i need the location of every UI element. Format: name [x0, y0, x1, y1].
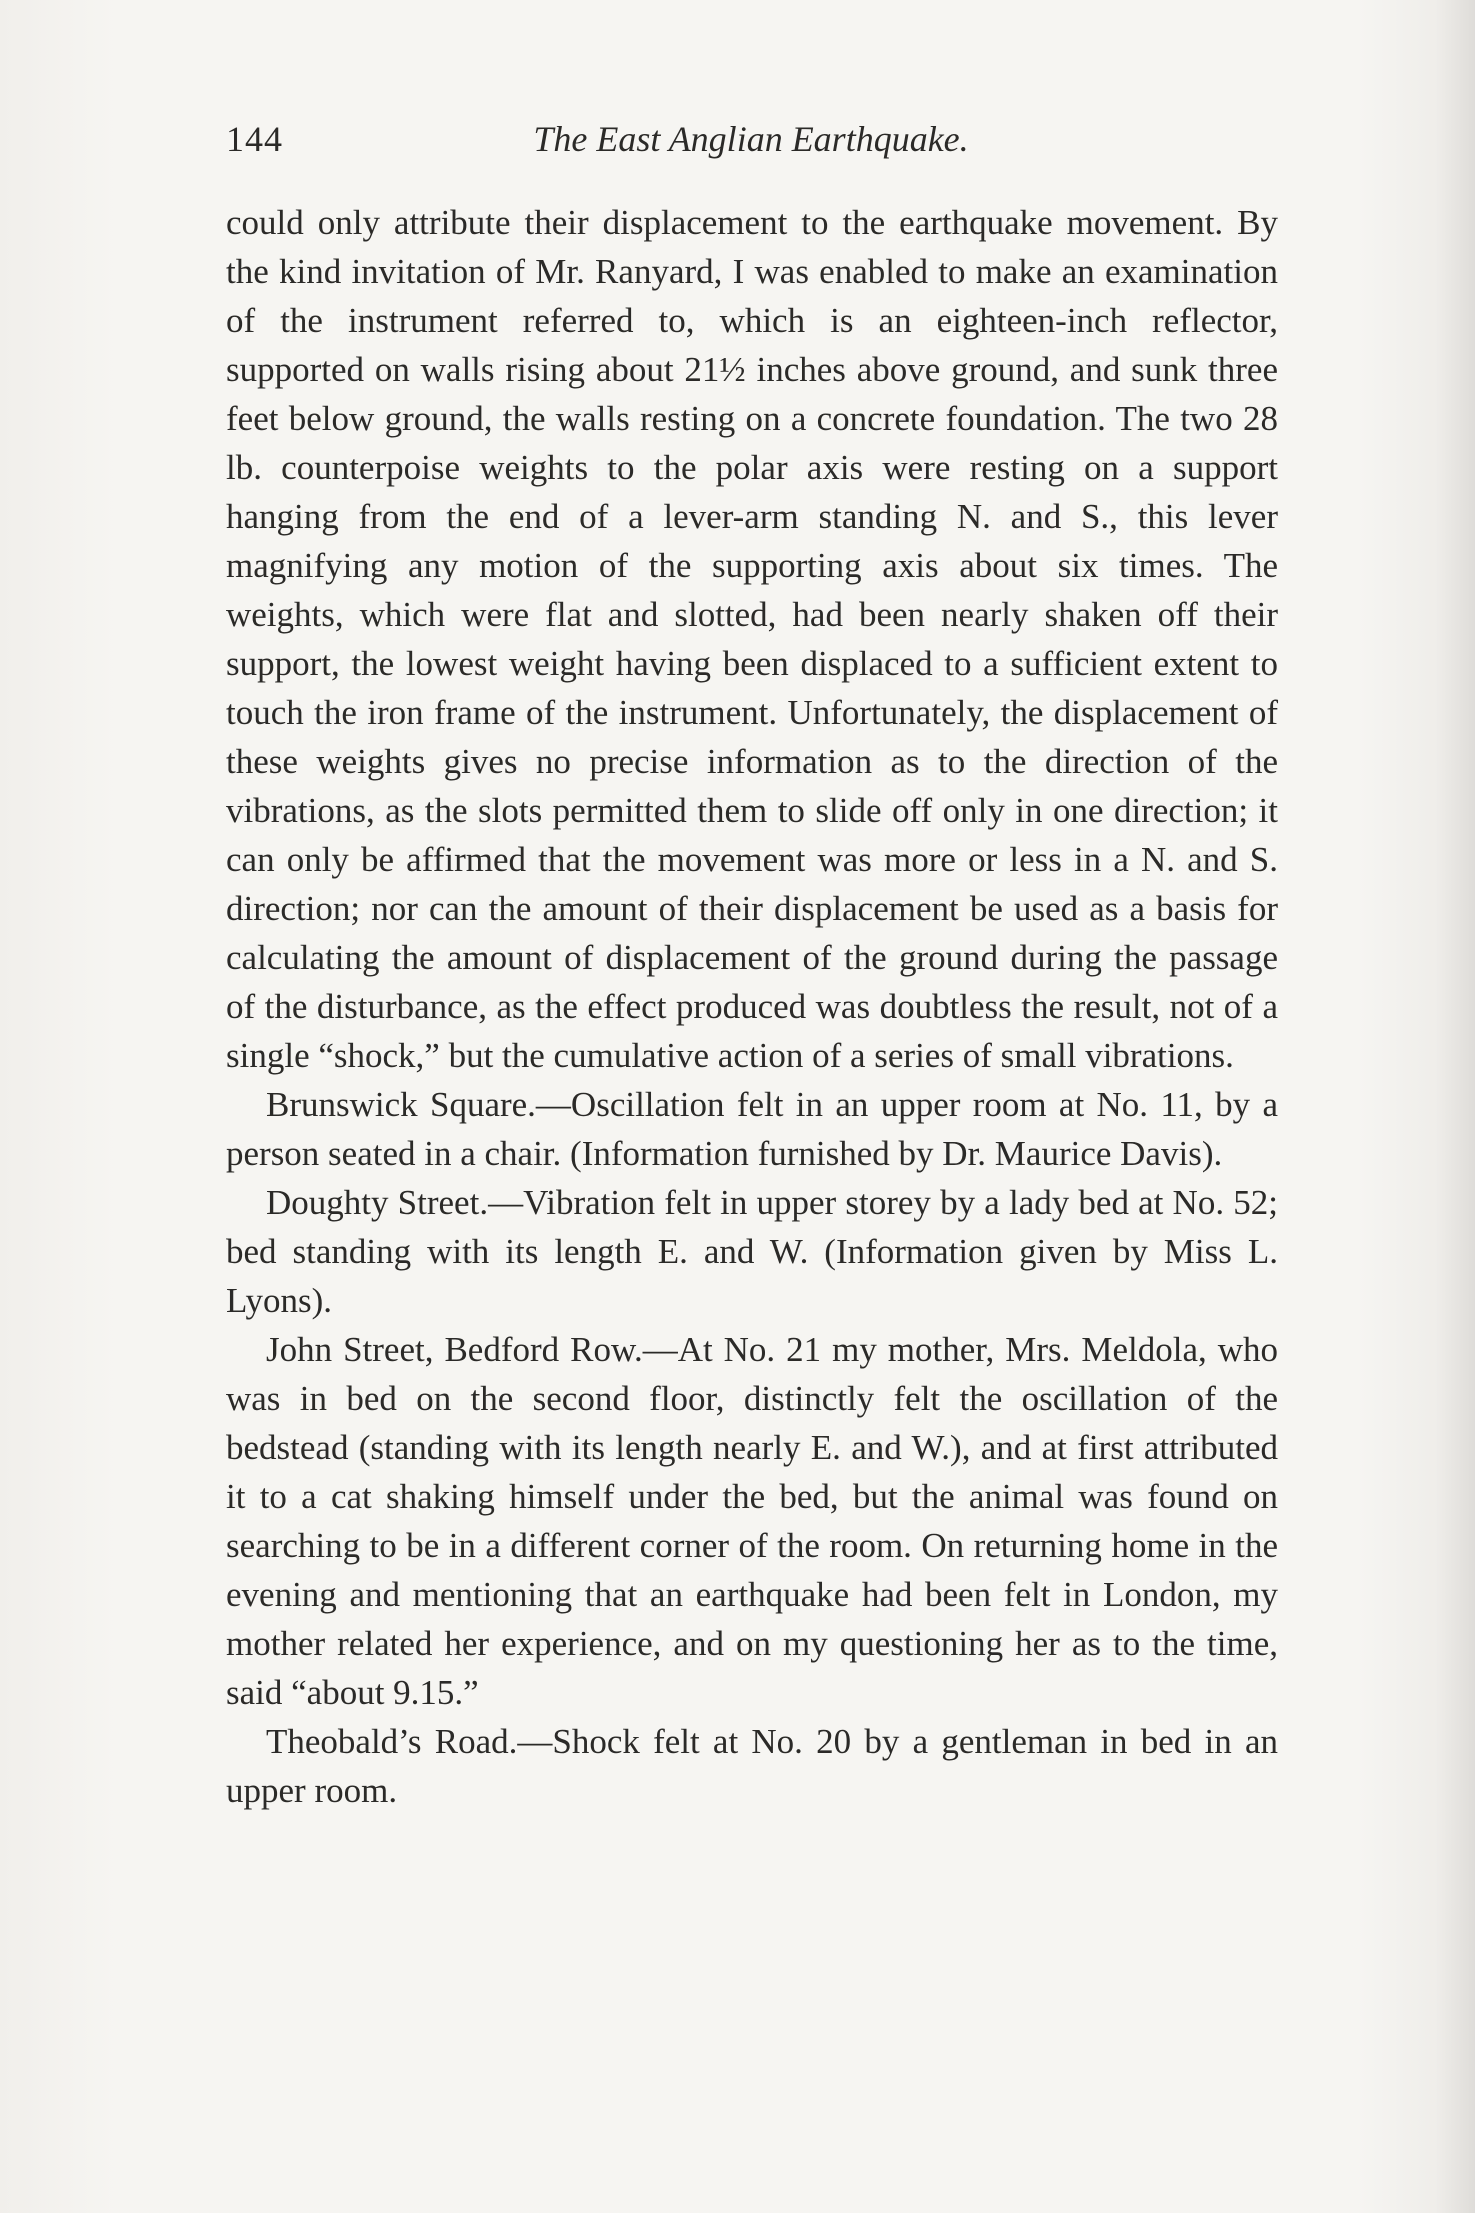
- page-header: [226, 118, 1276, 168]
- page-number: 144: [226, 119, 283, 159]
- body-text: [226, 198, 1278, 1815]
- paragraph-telescope-weights: could only attribute their displacement to the earthquake movement. By the kind invitation of Mr. Ranyard, I was enabled to make an examination of the instrument referred to, which is an eighteen-inch reflector, supported on walls rising about 21½ inches above ground, and sunk three feet below ground, the walls resting on a concrete foundation. The two 28 lb. counterpoise weights to the polar axis were resting on a support hanging from the end of a lever-arm standing N. and S., this lever magnifying any motion of the supporting axis about six times. The weights, which were flat and slotted, had been nearly shaken off their support, the lowest weight having been displaced to a sufficient extent to touch the iron frame of the instrument. Unfortunately, the displacement of these weights gives no precise information as to the direction of the vibrations, as the slots permitted them to slide off only in one direction; it can only be affirmed that the movement was more or less in a N. and S. direction; nor can the amount of their displacement be used as a basis for calculating the amount of displacement of the ground during the passage of the disturbance, as the effect produced was doubtless the result, not of a single “shock,” but the cumulative action of a series of small vibrations.: [226, 203, 1278, 1075]
- page-edge-shadow: [1435, 0, 1475, 2213]
- paragraph-theobalds-road: Theobald’s Road.—Shock felt at No. 20 by a gentleman in bed in an upper room.: [226, 1722, 1278, 1810]
- running-title: The East Anglian Earthquake.: [533, 119, 969, 159]
- paragraph-john-street: John Street, Bedford Row.—At No. 21 my mother, Mrs. Meldola, who was in bed on the second floor, distinctly felt the oscillation of the bedstead (standing with its length nearly E. and W.), and at first attributed it to a cat shaking himself under the bed, but the animal was found on searching to be in a different corner of the room. On returning home in the evening and mentioning that an earthquake had been felt in London, my mother related her experience, and on my questioning her as to the time, said “about 9.15.”: [226, 1330, 1278, 1712]
- paragraph-doughty-street: Doughty Street.—Vibration felt in upper storey by a lady bed at No. 52; bed standing with its length E. and W. (Information given by Miss L. Lyons).: [226, 1183, 1278, 1320]
- paragraph-brunswick-square: Brunswick Square.—Oscillation felt in an upper room at No. 11, by a person seated in a chair. (Information furnished by Dr. Maurice Davis).: [226, 1085, 1278, 1173]
